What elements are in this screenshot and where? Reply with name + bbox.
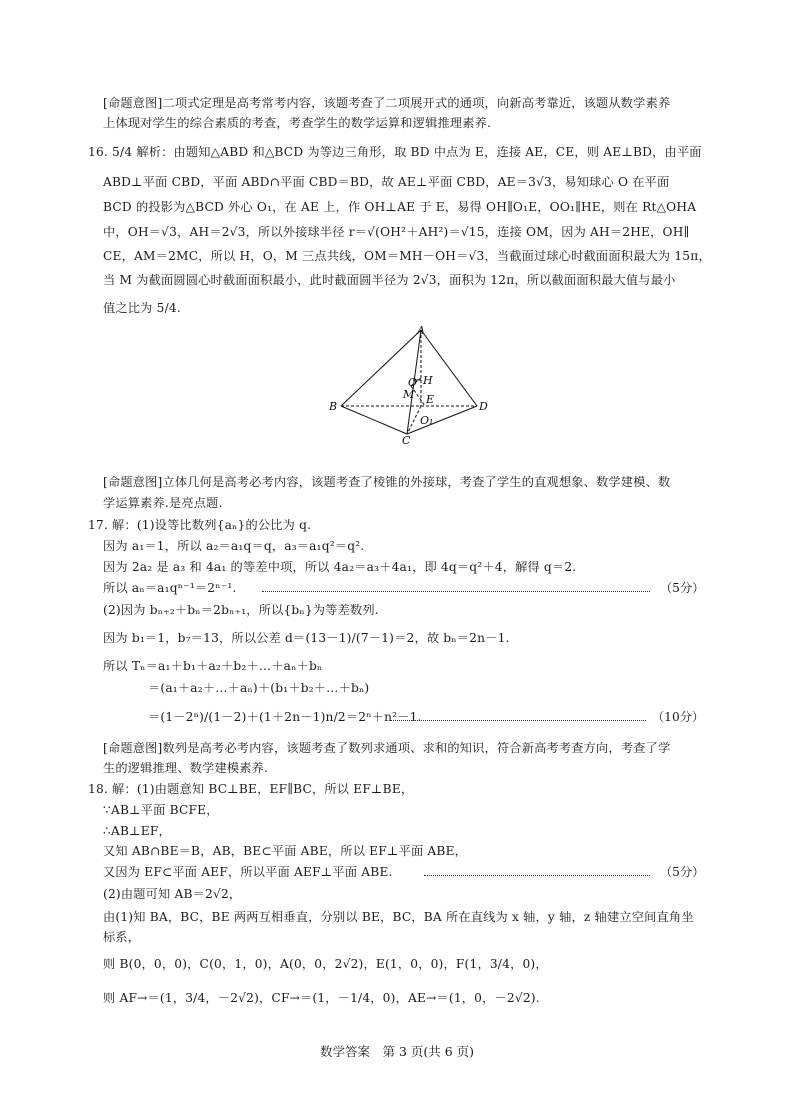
q17-line8: ＝(a₁＋a₂＋…＋aₙ)＋(b₁＋b₂＋…＋bₙ) (148, 681, 370, 695)
q16-line2: ABD⊥平面 CBD，平面 ABD∩平面 CBD＝BD，故 AE⊥平面 CBD，AE＝3√3，易知球心 O 在平面 (103, 175, 670, 189)
q18-line4: 又知 AB∩BE＝B，AB，BE⊂平面 ABE，所以 EF⊥平面 ABE， (103, 844, 468, 858)
intent-16-line1: [命题意图]立体几何是高考必考内容，该题考查了棱锥的外接球，考查了学生的直观想象、数学建模、数 (103, 475, 671, 489)
q16-line4: 中，OH＝√3，AH＝2√3，所以外接球半径 r＝√(OH²＋AH²)＝√15，连接 OM，因为 AH＝2HE，OH∥ (103, 225, 690, 239)
q17-line7: 所以 Tₙ＝a₁＋b₁＋a₂＋b₂＋…＋aₙ＋bₙ (103, 659, 323, 673)
q16-line3: BCD 的投影为△BCD 外心 O₁，在 AE 上，作 OH⊥AE 于 E，易得 OH∥O₁E，OO₁∥HE，则在 Rt△OHA (103, 200, 697, 214)
q17-line3: 因为 2a₂ 是 a₃ 和 4a₁ 的等差中项，所以 4a₂＝a₃＋4a₁，即 4q＝q²＋4，解得 q＝2. (103, 560, 577, 574)
intent-15-line2: 上体现对学生的综合素质的考查，考查学生的数学运算和逻辑推理素养. (103, 116, 492, 130)
intent-17-line1: [命题意图]数列是高考必考内容，该题考查了数列求通项、求和的知识，符合新高考考查方向，考查了学 (103, 741, 671, 755)
dot-leader-3 (424, 875, 650, 876)
score-5-a: （5分） (660, 581, 705, 595)
label-H: H (423, 374, 433, 387)
q17-line1: 17. 解：(1)设等比数列{aₙ}的公比为 q. (88, 518, 312, 532)
q18-line9: 则 B(0，0，0)，C(0，1，0)，A(0，0，2√2)，E(1，0，0)，F(1，3/4，0)， (103, 957, 548, 971)
q18-line10: 则 AF→＝(1，3/4，－2√2)，CF→＝(1，－1/4，0)，AE→＝(1，0，－2√2). (103, 991, 540, 1005)
q17-line4: 所以 aₙ＝a₁qⁿ⁻¹＝2ⁿ⁻¹. (103, 581, 237, 595)
label-E: E (426, 393, 435, 406)
q17-line5: (2)因为 bₙ₊₂＋bₙ＝2bₙ₊₁，所以{bₙ}为等差数列. (103, 603, 379, 617)
label-C: C (402, 434, 411, 446)
intent-15-line1: [命题意图]二项式定理是高考常考内容，该题考查了二项展开式的通项，向新高考靠近，该题从数学素养 (103, 96, 671, 110)
q17-line2: 因为 a₁＝1，所以 a₂＝a₁q＝q，a₃＝a₁q²＝q². (103, 539, 365, 553)
dot-leader-2 (390, 720, 646, 721)
q16-line6: 当 M 为截面圆圆心时截面面积最小，此时截面圆半径为 2√3，面积为 12π，所以截面面积最大值与最小 (103, 273, 676, 287)
q17-line6: 因为 b₁＝1，b₇＝13，所以公差 d＝(13－1)/(7－1)＝2，故 bₙ＝2n－1. (103, 631, 510, 645)
label-M: M (403, 388, 415, 401)
label-B: B (329, 400, 338, 413)
q18-line1: 18. 解：(1)由题意知 BC⊥BE，EF∥BC，所以 EF⊥BE， (88, 782, 414, 796)
q18-line2: ∵AB⊥平面 BCFE， (103, 803, 219, 817)
score-10: （10分） (652, 710, 705, 724)
intent-17-line2: 生的逻辑推理、数学建模素养. (103, 761, 269, 775)
q16-line5: CE，AM＝2MC，所以 H，O，M 三点共线，OM＝MH－OH＝√3，当截面过球心时截面面积最大为 15π， (103, 249, 711, 263)
dot-leader-1 (262, 591, 650, 592)
q18-line8: 标系， (103, 930, 141, 944)
score-5-b: （5分） (660, 865, 705, 879)
label-O1: O₁ (420, 414, 434, 427)
q16-line1: 16. 5/4 解析：由题知△ABD 和△BCD 为等边三角形，取 BD 中点为 E，连接 AE，CE，则 AE⊥BD，由平面 (88, 145, 702, 159)
q18-line6: (2)由题可知 AB＝2√2， (103, 887, 242, 901)
label-O: O (408, 376, 418, 389)
q18-line5: 又因为 EF⊂平面 AEF，所以平面 AEF⊥平面 ABE. (103, 865, 393, 879)
q17-line9: ＝(1－2ⁿ)/(1－2)＋(1＋2n－1)n/2＝2ⁿ＋n²－1. (148, 710, 422, 724)
page-footer: 数学答案 第 3 页(共 6 页) (319, 1044, 475, 1059)
label-D: D (479, 400, 488, 413)
q16-line7: 值之比为 5/4. (103, 301, 181, 315)
tetrahedron-figure (325, 326, 505, 446)
q18-line7: 由(1)知 BA，BC，BE 两两互相垂直，分别以 BE，BC，BA 所在直线为 x 轴，y 轴，z 轴建立空间直角坐 (103, 910, 694, 924)
intent-16-line2: 学运算素养.是亮点题. (103, 496, 223, 510)
label-A: A (417, 326, 425, 337)
q18-line3: ∴AB⊥EF， (103, 824, 171, 838)
